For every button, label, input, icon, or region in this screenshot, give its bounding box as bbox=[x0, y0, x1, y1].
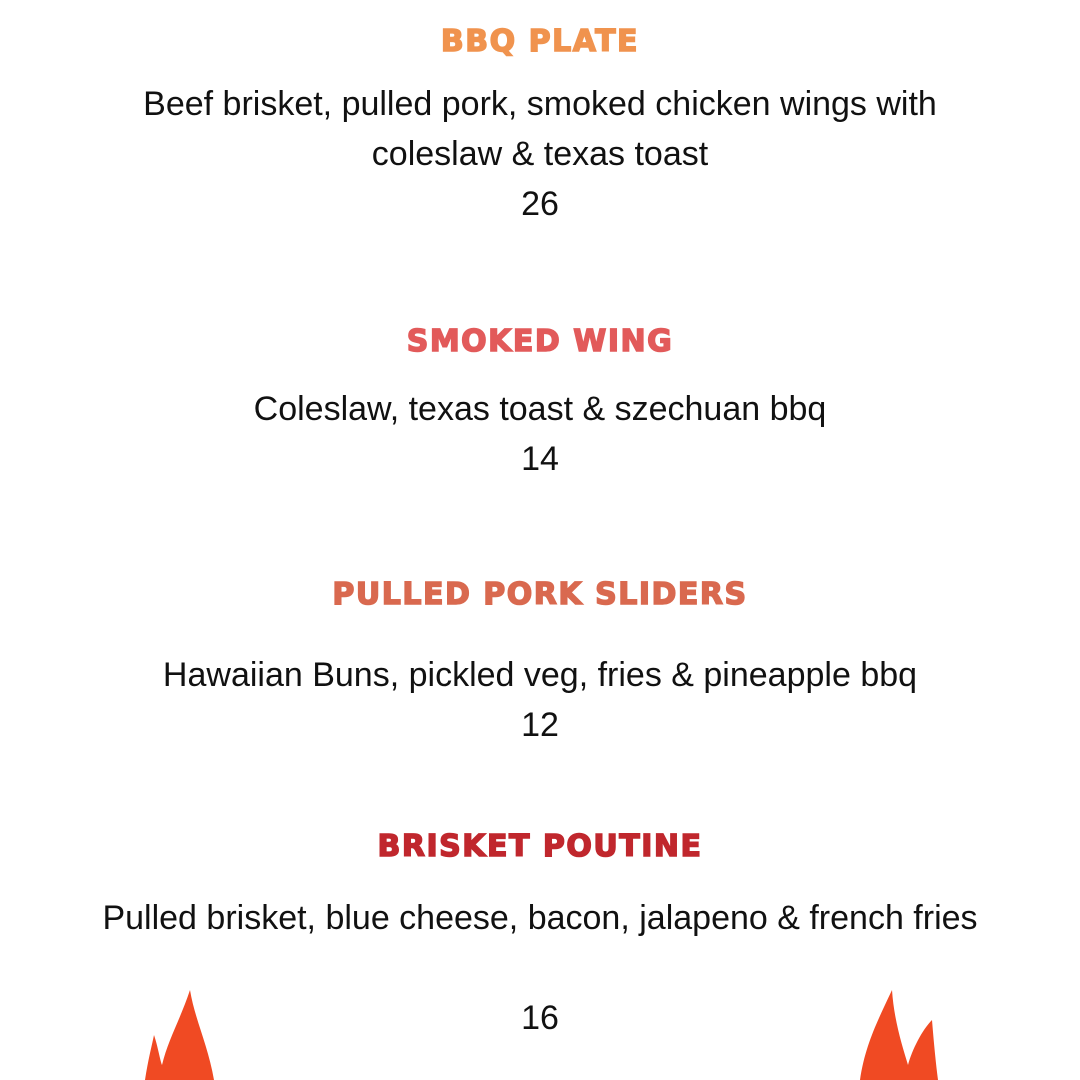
menu-item-title-brisket-poutine: BRISKET POUTINE bbox=[377, 829, 703, 864]
flame-icon bbox=[850, 985, 945, 1080]
menu-item-description-brisket-poutine: Pulled brisket, blue cheese, bacon, jalapeno & french fries bbox=[102, 899, 978, 937]
menu-item-title-bbq-plate: BBQ PLATE bbox=[440, 24, 640, 59]
flame-icon bbox=[140, 985, 230, 1080]
menu-item-title-pulled-pork-sliders: PULLED PORK SLIDERS bbox=[332, 577, 748, 612]
menu-item-price-bbq-plate: 26 bbox=[521, 185, 559, 223]
menu-item-price-pulled-pork-sliders: 12 bbox=[521, 706, 559, 744]
flame-icon-outer bbox=[860, 990, 938, 1080]
menu-item-description-smoked-wing: Coleslaw, texas toast & szechuan bbq bbox=[253, 390, 827, 428]
flame-icon-outer bbox=[145, 990, 214, 1080]
menu-item-title-smoked-wing: SMOKED WING bbox=[406, 324, 674, 359]
menu-item-description-bbq-plate: Beef brisket, pulled pork, smoked chicken wings with coleslaw & texas toast bbox=[143, 85, 937, 173]
menu-item-description-pulled-pork-sliders: Hawaiian Buns, pickled veg, fries & pineapple bbq bbox=[162, 656, 918, 694]
menu-item-price-smoked-wing: 14 bbox=[521, 440, 559, 478]
menu-item-price-brisket-poutine: 16 bbox=[521, 999, 559, 1037]
